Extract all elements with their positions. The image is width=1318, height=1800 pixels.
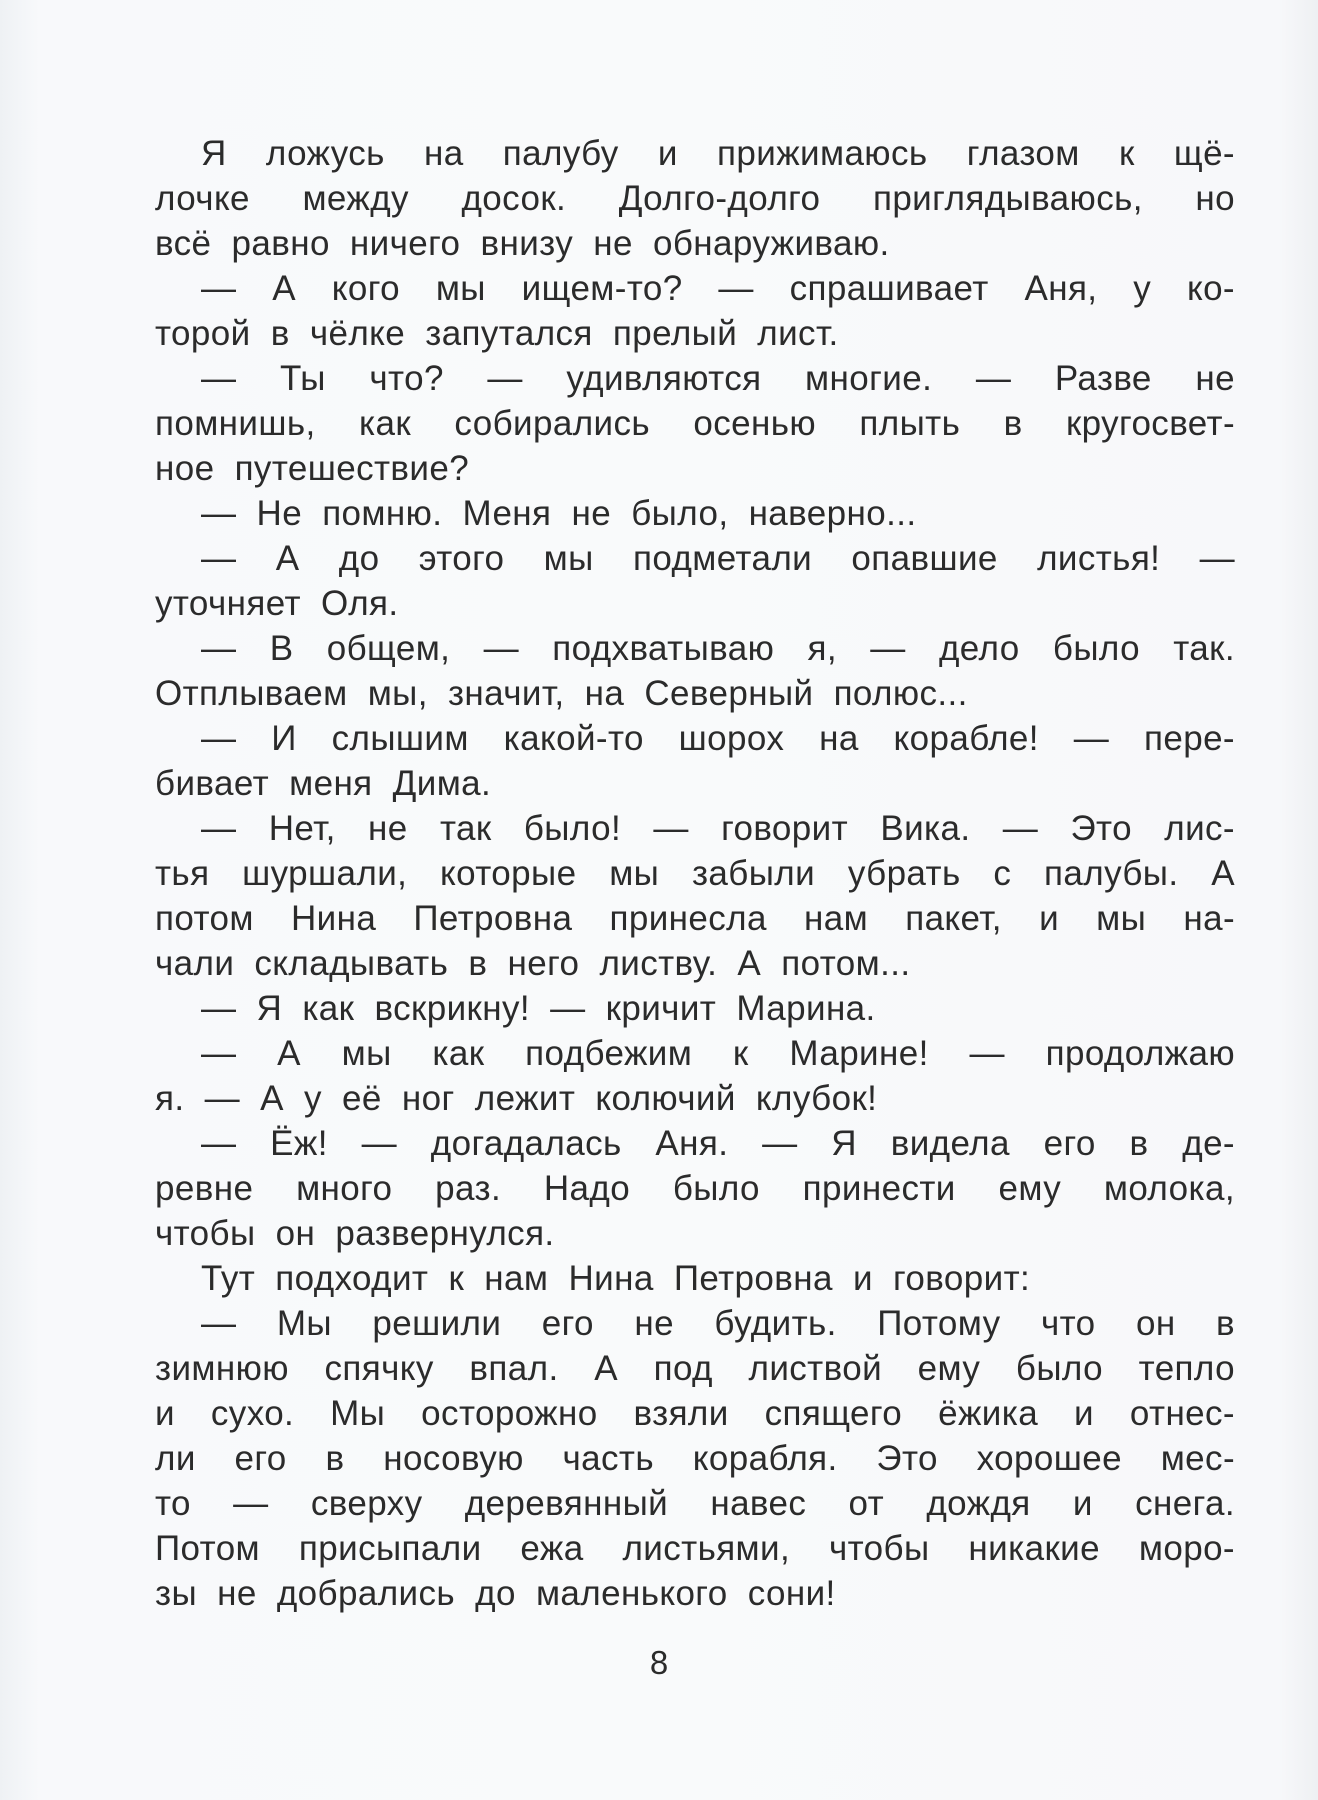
text-line: бивает меня Дима. — [155, 764, 492, 803]
text-line: лочке между досок. Долго-долго приглядываюсь, но — [155, 179, 1235, 218]
text-line: зы не добрались до маленького сони! — [155, 1574, 836, 1613]
text-line: чтобы он развернулся. — [155, 1214, 555, 1253]
text-line: ревне много раз. Надо было принести ему молока, — [155, 1169, 1235, 1208]
text-line: ное путешествие? — [155, 449, 470, 488]
text-line: ли его в носовую часть корабля. Это хорошее мес- — [155, 1439, 1235, 1478]
text-line: — Мы решили его не будить. Потому что он в — [201, 1304, 1235, 1343]
text-line: и сухо. Мы осторожно взяли спящего ёжика и отнес- — [155, 1394, 1235, 1433]
text-line: всё равно ничего внизу не обнаруживаю. — [155, 224, 890, 263]
text-line: — А до этого мы подметали опавшие листья! — — [201, 539, 1235, 578]
text-line: тья шуршали, которые мы забыли убрать с палубы. А — [155, 854, 1235, 893]
text-line: — В общем, — подхватываю я, — дело было так. — [201, 629, 1235, 668]
text-line: — И слышим какой-то шорох на корабле! — пере- — [201, 719, 1235, 758]
text-line: то — сверху деревянный навес от дождя и снега. — [155, 1484, 1235, 1523]
text-line: зимнюю спячку впал. А под листвой ему было тепло — [155, 1349, 1235, 1388]
text-line: Тут подходит к нам Нина Петровна и говорит: — [201, 1259, 1031, 1298]
page-number: 8 — [649, 1644, 669, 1681]
text-line: Отплываем мы, значит, на Северный полюс... — [155, 674, 968, 713]
text-line: торой в чёлке запутался прелый лист. — [155, 314, 839, 353]
text-line: чали складывать в него листву. А потом... — [155, 944, 911, 983]
text-line: я. — А у её ног лежит колючий клубок! — [155, 1079, 878, 1118]
text-line: — Ты что? — удивляются многие. — Разве не — [201, 359, 1235, 398]
text-line: потом Нина Петровна принесла нам пакет, и мы на- — [155, 899, 1235, 938]
story-text — [155, 131, 1235, 1616]
text-line: — А кого мы ищем-то? — спрашивает Аня, у ко- — [201, 269, 1235, 308]
text-line: Потом присыпали ежа листьями, чтобы никакие моро- — [155, 1529, 1235, 1568]
text-line: Я ложусь на палубу и прижимаюсь глазом к щё- — [201, 134, 1235, 173]
text-line: — Нет, не так было! — говорит Вика. — Это лис- — [201, 809, 1235, 848]
text-line: помнишь, как собирались осенью плыть в кругосвет- — [155, 404, 1235, 443]
text-line: уточняет Оля. — [155, 584, 399, 623]
text-line: — Я как вскрикну! — кричит Марина. — [201, 989, 876, 1028]
text-line: — А мы как подбежим к Марине! — продолжаю — [201, 1034, 1235, 1073]
text-line: — Ёж! — догадалась Аня. — Я видела его в де- — [201, 1124, 1235, 1163]
text-line: — Не помню. Меня не было, наверно... — [201, 494, 917, 533]
